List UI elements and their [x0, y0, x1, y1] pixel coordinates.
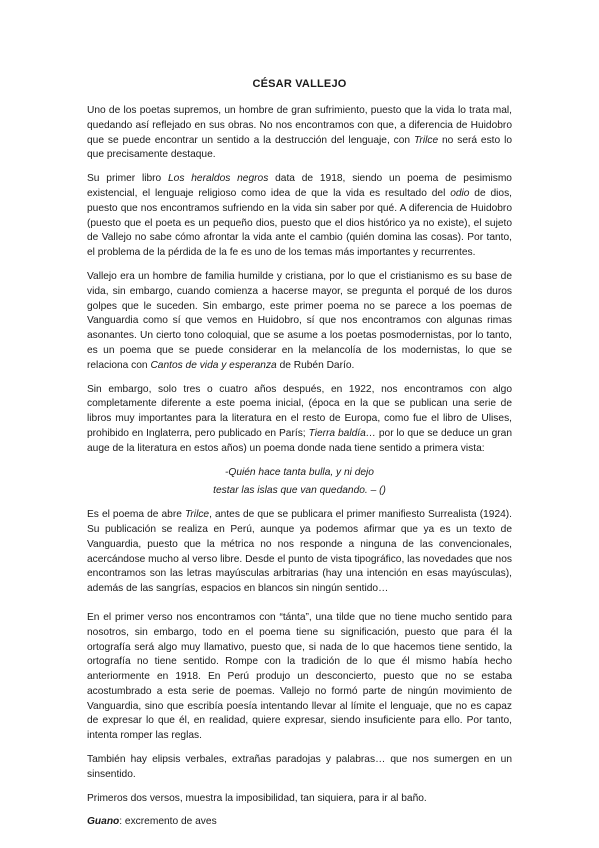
paragraph-primeros-versos: Primeros dos versos, muestra la imposibilidad, tan siquiera, para ir al baño. — [87, 792, 427, 804]
book-title-trilce-2: Trilce — [184, 509, 210, 521]
term-guano: Guano — [87, 816, 120, 828]
quote-line-1: -Quién hace tanta bulla, y ni dejo — [225, 466, 374, 478]
book-title-tierra-baldia: Tierra baldía… — [308, 427, 376, 439]
paragraph-intro: Uno de los poetas supremos, un hombre de gran sufrimiento, puesto que la vida lo trata mal, quedando así reflejado en sus obras. No nos encontramos con que, a diferencia de Huidobro que se puede encontrar un sentido a la destrucción del lenguaje, con Trilce no será esto lo que precisamente destaque. — [87, 105, 512, 161]
book-title-heraldos: Los heraldos negros — [168, 173, 269, 185]
paragraph-tanta: En el primer verso nos encontramos con “tánta”, una tilde que no tiene mucho sentido para nosotros, sin embargo, todo en el poema tiene su significación, puesto que para él la ortografía será algo muy llamativo, puesto que, si nada de lo que hacemos tiene sentido, la ortografía no tiene sentido. Rompe con la tradición de lo que él mismo había hecho anteriormente en 1918. En Perú produjo un desconcierto, puesto que no se estaba acostumbrado a esta serie de poemas. Vallejo no formó parte de ningún movimiento de Vanguardia, sino que escribía poesía intentando llevar al límite el lenguaje, que no es capaz de expresar lo que él, en realidad, quiere expresar, siendo insuficiente para ello. Por tanto, intenta romper las reglas. — [87, 611, 512, 742]
paragraph-elipsis: También hay elipsis verbales, extrañas paradojas y palabras… que nos sumergen en un sinsentido. — [87, 754, 512, 780]
book-title-cantos: Cantos de vida y esperanza — [150, 359, 277, 371]
paragraph-guano: Guano: excremento de aves — [87, 816, 217, 828]
book-title-trilce: Trilce — [413, 134, 439, 146]
paragraph-familia: Vallejo era un hombre de familia humilde y cristiana, por lo que el cristianismo es su base de vida, sin embargo, cuando comienza a hacerse mayor, se pregunta el porqué de los duros golpes que le suceden. Sin embargo, este primer poema no se parece a los poemas de Vanguardia como sí que vemos en Huidobro, sí que nos encontramos con algunas rimas asonantes. Un cierto tono coloquial, que se asume a los poetas posmodernistas, por lo tanto, es un poema que se puede considerar en la melancolía de los modernistas, lo que se relaciona con Cantos de vida y esperanza de Rubén Darío. — [87, 270, 512, 371]
word-odio: odio — [450, 187, 470, 199]
paragraph-1922: Sin embargo, solo tres o cuatro años después, en 1922, nos encontramos con algo completamente diferente a este poema inicial, (época en la que se publican una serie de libros muy importantes para la literatura en el resto de Europa, como fue el libro de Ulises, prohibido en Inglaterra, pero publicado en París; Tierra baldía… por lo que se deduce un gran auge de la literatura en estos años) un poema donde nada tiene sentido a primera vista: — [87, 383, 512, 454]
paragraph-heraldos: Su primer libro Los heraldos negros data de 1918, siendo un poema de pesimismo existencial, el lenguaje religioso como idea de que la vida es resultado del odio de dios, puesto que nos encontramos sufriendo en la vida sin saber por qué. A diferencia de Huidobro (puesto que el poeta es un pequeño dios, puesto que el dios histórico ya no existe), el sujeto de Vallejo no sabe cómo afrontar la vida ante el cambio (quién domina las cosas). Por tanto, el problema de la pérdida de la fe es uno de los temas más importantes y recurrentes. — [87, 173, 512, 259]
page-title: CÉSAR VALLEJO — [252, 78, 347, 90]
paragraph-trilce: Es el poema de abre Trilce, antes de que se publicara el primer manifiesto Surrealista (1924). Su publicación se realiza en Perú, aunque ya podemos afirmar que ya es un texto de Vanguardia, puesto que la métrica no nos responde a ninguna de las convencionales, acercándose mucho al verso libre. Desde el punto de vista tipográfico, las novedades que nos encontramos son las letras mayúsculas arbitrarias (hay una intención en esas mayúsculas), además de las sangrías, espacios en blancos sin ningún sentido… — [87, 509, 513, 595]
quote-line-2: testar las islas que van quedando. – () — [213, 485, 386, 497]
